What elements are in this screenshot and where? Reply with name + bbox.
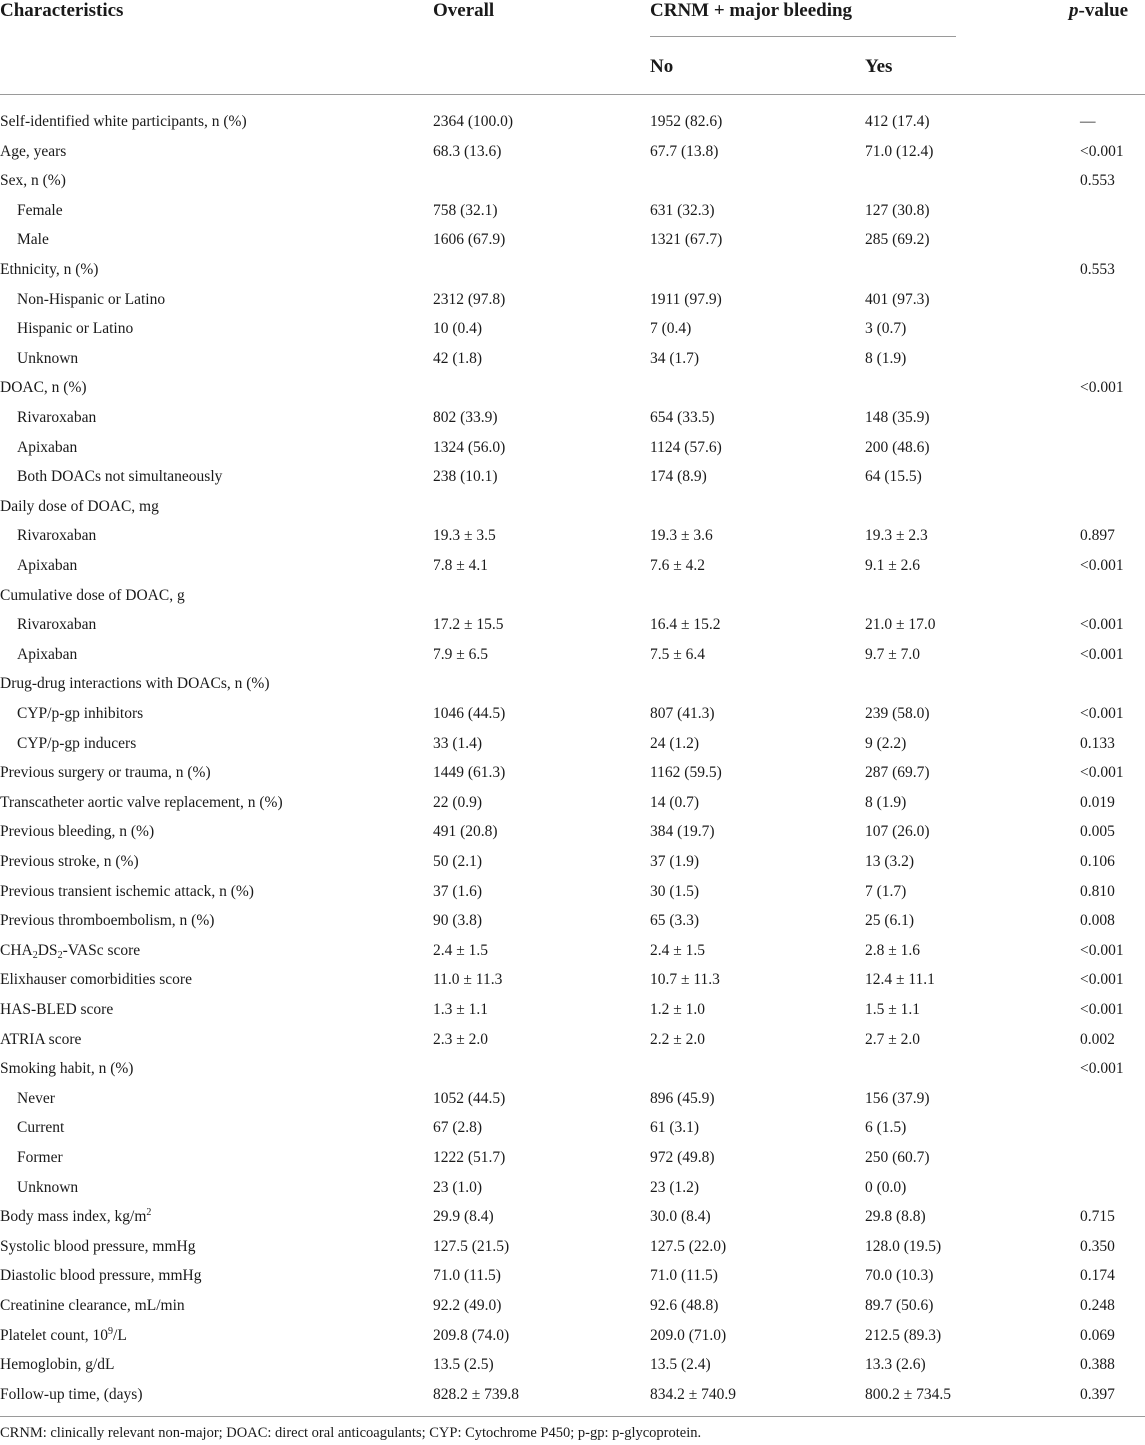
label-part: CHA (0, 941, 33, 959)
cell-p-value: 0.019 (1080, 793, 1115, 811)
cell-yes: 412 (17.4) (865, 113, 930, 130)
cell-overall: 802 (33.9) (433, 409, 498, 426)
cell-overall: 2364 (100.0) (433, 113, 514, 130)
cell-p-value: 0.553 (1080, 172, 1115, 190)
table-row (0, 171, 1145, 201)
cell-no: 209.0 (71.0) (650, 1326, 727, 1344)
cell-no: 2.4 ± 1.5 (650, 941, 706, 959)
label-text: Transcatheter aortic valve replacement, n (%) (0, 793, 283, 811)
header-no: No (650, 56, 674, 77)
table-row (0, 142, 1145, 172)
label-text: Body mass index, kg/m (0, 1208, 147, 1226)
label-text: Smoking habit, n (%) (0, 1060, 134, 1078)
row-label (17, 1148, 63, 1168)
cell-yes: 19.3 ± 2.3 (865, 527, 928, 545)
cell-p-value: <0.001 (1080, 142, 1124, 160)
row-label (0, 1207, 151, 1227)
cell-yes: 71.0 (12.4) (865, 142, 934, 160)
cell-p-value: 0.174 (1080, 1267, 1115, 1285)
cell-yes: 285 (69.2) (865, 231, 930, 249)
cell-overall: 1.3 ± 1.1 (433, 1001, 489, 1018)
cell-overall: 1052 (44.5) (433, 1089, 506, 1107)
label-text: Current (17, 1119, 65, 1137)
label-text: Rivaroxaban (17, 616, 97, 634)
label-text: Follow-up time, (days) (0, 1385, 143, 1403)
header-p-value (1069, 0, 1128, 22)
cell-yes: 156 (37.9) (865, 1089, 930, 1107)
cell-overall: 2.3 ± 2.0 (433, 1030, 489, 1048)
label-text: Rivaroxaban (17, 527, 97, 545)
label-text: Previous surgery or trauma, n (%) (0, 764, 211, 782)
row-label (17, 1089, 55, 1109)
row-label (0, 852, 139, 872)
cell-p-value: 0.002 (1080, 1030, 1115, 1048)
label-text: CYP/p-gp inducers (17, 734, 137, 752)
cell-p-value: 0.005 (1080, 823, 1115, 841)
row-label (0, 1059, 133, 1079)
label-superscript: 9 (108, 1325, 114, 1337)
cell-overall: 50 (2.1) (433, 853, 483, 870)
table-row (0, 378, 1145, 408)
cell-no: 1952 (82.6) (650, 113, 723, 130)
cell-overall: 10 (0.4) (433, 320, 483, 338)
row-label (0, 142, 66, 162)
table-row (0, 201, 1145, 231)
cell-overall: 238 (10.1) (433, 468, 498, 486)
table-row (0, 1296, 1145, 1326)
cell-yes: 89.7 (50.6) (865, 1297, 934, 1314)
cell-no: 19.3 ± 3.6 (650, 527, 713, 545)
table-row (0, 260, 1145, 290)
label-text: Diastolic blood pressure, mmHg (0, 1267, 202, 1285)
cell-yes: 7 (1.7) (865, 882, 907, 900)
row-label (17, 1178, 78, 1198)
header-group: CRNM + major bleeding (650, 0, 853, 21)
cell-yes: 64 (15.5) (865, 468, 922, 486)
bottom-rule (0, 1416, 1145, 1417)
table-row (0, 852, 1145, 882)
header-p-suffix: -value (1078, 0, 1129, 21)
table-row (0, 290, 1145, 320)
cell-p-value: <0.001 (1080, 616, 1124, 634)
row-label (0, 793, 283, 813)
label-text: CYP/p-gp inhibitors (17, 705, 144, 722)
cell-yes: 107 (26.0) (865, 823, 930, 841)
label-text: Apixaban (17, 557, 78, 574)
label-text: Systolic blood pressure, mmHg (0, 1237, 196, 1255)
cell-yes: 12.4 ± 11.1 (865, 971, 935, 989)
row-label (17, 438, 77, 458)
table-row (0, 941, 1145, 971)
table-row (0, 1000, 1145, 1030)
cell-no: 1911 (97.9) (650, 290, 722, 308)
cell-yes: 25 (6.1) (865, 912, 915, 930)
cell-yes: 2.8 ± 1.6 (865, 941, 921, 959)
table-row (0, 586, 1145, 616)
cell-yes: 8 (1.9) (865, 349, 907, 367)
label-text: Unknown (17, 349, 79, 367)
label-superscript: 2 (146, 1207, 152, 1219)
label-text: Hispanic or Latino (17, 320, 134, 338)
row-label (0, 1355, 115, 1375)
table-row (0, 645, 1145, 675)
table-footnote: CRNM: clinically relevant non-major; DOAC: direct oral anticoagulants; CYP: Cytochrome P450; p-gp: p-glycoprotein. (0, 1425, 702, 1441)
label-text: Both DOACs not simultaneously (17, 468, 223, 486)
table-row (0, 1059, 1145, 1089)
cell-no: 1321 (67.7) (650, 231, 723, 249)
cell-yes: 6 (1.5) (865, 1119, 907, 1137)
row-label (17, 615, 96, 635)
label-text: Previous thromboembolism, n (%) (0, 912, 215, 930)
label-subscript: 2 (57, 949, 63, 961)
cell-no: 2.2 ± 2.0 (650, 1030, 706, 1048)
row-label (0, 1000, 113, 1020)
label-text: Creatinine clearance, mL/min (0, 1297, 185, 1314)
cell-no: 10.7 ± 11.3 (650, 971, 720, 989)
row-label (17, 349, 78, 369)
cell-overall: 1222 (51.7) (433, 1149, 506, 1166)
cell-no: 972 (49.8) (650, 1149, 715, 1166)
label-text: Unknown (17, 1178, 79, 1196)
cell-yes: 127 (30.8) (865, 201, 930, 219)
row-label (0, 822, 154, 842)
header-characteristics: Characteristics (0, 0, 124, 21)
label-part: DS (37, 941, 58, 959)
table-row (0, 349, 1145, 379)
cell-overall: 1606 (67.9) (433, 231, 506, 249)
cell-overall: 2312 (97.8) (433, 290, 506, 308)
table-row (0, 1178, 1145, 1208)
cell-yes: 8 (1.9) (865, 793, 907, 811)
cell-no: 61 (3.1) (650, 1119, 700, 1137)
label-text: Self-identified white participants, n (%) (0, 113, 247, 130)
table-row (0, 319, 1145, 349)
label-text: Daily dose of DOAC, mg (0, 497, 159, 515)
cell-overall: 42 (1.8) (433, 349, 483, 367)
table-row (0, 1089, 1145, 1119)
cell-p-value: 0.810 (1080, 882, 1115, 900)
cell-p-value: <0.001 (1080, 557, 1124, 574)
cell-p-value: <0.001 (1080, 645, 1124, 663)
cell-overall: 17.2 ± 15.5 (433, 616, 504, 634)
cell-overall: 11.0 ± 11.3 (433, 971, 503, 989)
label-subscript: 2 (32, 949, 38, 961)
cell-overall: 67 (2.8) (433, 1119, 483, 1137)
table-row (0, 822, 1145, 852)
row-label (17, 230, 49, 250)
table-row (0, 1207, 1145, 1237)
cell-overall: 7.8 ± 4.1 (433, 557, 489, 574)
label-text: Apixaban (17, 438, 78, 456)
cell-p-value: 0.106 (1080, 853, 1115, 870)
cell-yes: 1.5 ± 1.1 (865, 1001, 921, 1018)
cell-overall: 13.5 (2.5) (433, 1356, 494, 1374)
cell-p-value: <0.001 (1080, 705, 1124, 722)
row-label (17, 408, 96, 428)
cell-no: 7 (0.4) (650, 320, 692, 338)
table-row (0, 1237, 1145, 1267)
row-label (0, 941, 140, 961)
cell-no: 14 (0.7) (650, 793, 700, 811)
cell-no: 1.2 ± 1.0 (650, 1001, 706, 1018)
cell-no: 896 (45.9) (650, 1089, 715, 1107)
cell-yes: 9.7 ± 7.0 (865, 645, 921, 663)
label-text: Female (17, 201, 63, 219)
table-row (0, 970, 1145, 1000)
row-label (0, 763, 211, 783)
cell-p-value: <0.001 (1080, 941, 1124, 959)
table-row (0, 467, 1145, 497)
cell-no: 92.6 (48.8) (650, 1297, 719, 1314)
row-label (17, 319, 133, 339)
cell-no: 30.0 (8.4) (650, 1208, 711, 1226)
label-text: Rivaroxaban (17, 409, 97, 426)
table-row (0, 882, 1145, 912)
header-overall: Overall (433, 0, 495, 21)
cell-yes: 70.0 (10.3) (865, 1267, 934, 1285)
cell-yes: 250 (60.7) (865, 1149, 930, 1166)
cell-no: 807 (41.3) (650, 705, 715, 722)
cell-overall: 71.0 (11.5) (433, 1267, 501, 1285)
label-text: Former (17, 1149, 63, 1166)
cell-yes: 9.1 ± 2.6 (865, 557, 921, 574)
cell-yes: 29.8 (8.8) (865, 1208, 926, 1226)
table-row (0, 674, 1145, 704)
cell-yes: 2.7 ± 2.0 (865, 1030, 921, 1048)
cell-overall: 758 (32.1) (433, 201, 498, 219)
cell-no: 1124 (57.6) (650, 438, 722, 456)
row-label (17, 290, 165, 310)
row-label (17, 201, 63, 221)
cell-p-value: <0.001 (1080, 1001, 1124, 1018)
cell-yes: 9 (2.2) (865, 734, 907, 752)
table-row (0, 1030, 1145, 1060)
table-row (0, 497, 1145, 527)
row-label (0, 970, 192, 990)
label-text: Age, years (0, 142, 67, 160)
cell-overall: 828.2 ± 739.8 (433, 1385, 520, 1403)
row-label (0, 497, 159, 517)
row-label (0, 171, 66, 191)
cell-yes: 13.3 (2.6) (865, 1356, 926, 1374)
cell-overall: 1324 (56.0) (433, 438, 506, 456)
cell-overall: 209.8 (74.0) (433, 1326, 510, 1344)
header-yes: Yes (865, 56, 893, 77)
table-row (0, 1148, 1145, 1178)
table-row (0, 615, 1145, 645)
label-tail: /L (113, 1326, 127, 1344)
label-text: Drug-drug interactions with DOACs, n (%) (0, 675, 270, 693)
label-text: Ethnicity, n (%) (0, 261, 99, 278)
cell-yes: 239 (58.0) (865, 705, 930, 722)
table-row (0, 763, 1145, 793)
cell-overall: 33 (1.4) (433, 734, 483, 752)
label-text: Previous stroke, n (%) (0, 853, 139, 870)
label-text: Previous bleeding, n (%) (0, 823, 155, 841)
cell-overall: 90 (3.8) (433, 912, 483, 930)
table-row (0, 230, 1145, 260)
cell-no: 654 (33.5) (650, 409, 715, 426)
cell-no: 71.0 (11.5) (650, 1267, 718, 1285)
row-label (17, 1118, 64, 1138)
label-text: Sex, n (%) (0, 172, 66, 190)
cell-yes: 21.0 ± 17.0 (865, 616, 936, 634)
cell-p-value: <0.001 (1080, 764, 1124, 782)
cell-no: 174 (8.9) (650, 468, 707, 486)
row-label (0, 378, 87, 398)
cell-yes: 200 (48.6) (865, 438, 930, 456)
label-text: Hemoglobin, g/dL (0, 1356, 115, 1374)
cell-overall: 1046 (44.5) (433, 705, 506, 722)
cell-no: 13.5 (2.4) (650, 1356, 711, 1374)
cell-yes: 0 (0.0) (865, 1178, 907, 1196)
cell-no: 1162 (59.5) (650, 764, 722, 782)
label-text: Cumulative dose of DOAC, g (0, 586, 185, 604)
cell-overall: 491 (20.8) (433, 823, 498, 841)
cell-overall: 7.9 ± 6.5 (433, 645, 489, 663)
table-row (0, 526, 1145, 556)
row-label (17, 467, 222, 487)
table-row (0, 408, 1145, 438)
cell-overall: 19.3 ± 3.5 (433, 527, 496, 545)
row-label (0, 586, 185, 606)
table-row (0, 1326, 1145, 1356)
label-text: Male (17, 231, 49, 249)
table-row (0, 112, 1145, 142)
group-underline (650, 36, 956, 37)
cell-p-value: 0.248 (1080, 1297, 1115, 1314)
row-label (0, 1266, 201, 1286)
row-label (0, 260, 98, 280)
table-row (0, 793, 1145, 823)
cell-no: 30 (1.5) (650, 882, 700, 900)
label-text: Platelet count, 10 (0, 1326, 109, 1344)
cell-no: 65 (3.3) (650, 912, 700, 930)
cell-no: 23 (1.2) (650, 1178, 700, 1196)
cell-p-value: <0.001 (1080, 379, 1124, 397)
cell-overall: 22 (0.9) (433, 793, 483, 811)
row-label (0, 1326, 127, 1346)
row-label (17, 704, 143, 724)
table-row (0, 438, 1145, 468)
row-label (0, 1030, 81, 1050)
cell-p-value: 0.133 (1080, 734, 1115, 752)
header-rule (0, 94, 1145, 95)
cell-overall: 37 (1.6) (433, 882, 483, 900)
cell-overall: 23 (1.0) (433, 1178, 483, 1196)
row-label (17, 526, 96, 546)
cell-no: 127.5 (22.0) (650, 1237, 727, 1255)
cell-yes: 13 (3.2) (865, 853, 915, 870)
cell-p-value: 0.388 (1080, 1356, 1115, 1374)
cell-p-value: — (1080, 113, 1096, 130)
label-text: HAS-BLED score (0, 1001, 114, 1018)
table-row (0, 1355, 1145, 1385)
label-text: DOAC, n (%) (0, 379, 87, 397)
cell-p-value: 0.008 (1080, 912, 1115, 930)
cell-p-value: 0.350 (1080, 1237, 1115, 1255)
cell-no: 7.5 ± 6.4 (650, 645, 706, 663)
cell-no: 24 (1.2) (650, 734, 700, 752)
cell-overall: 1449 (61.3) (433, 764, 506, 782)
row-label (17, 645, 77, 665)
cell-p-value: <0.001 (1080, 971, 1124, 989)
table-row (0, 734, 1145, 764)
row-label (0, 911, 214, 931)
cell-p-value: 0.069 (1080, 1326, 1115, 1344)
row-label (0, 1237, 195, 1257)
cell-p-value: 0.897 (1080, 527, 1115, 545)
cell-no: 16.4 ± 15.2 (650, 616, 721, 634)
table-row (0, 704, 1145, 734)
cell-no: 37 (1.9) (650, 853, 700, 870)
cell-yes: 3 (0.7) (865, 320, 907, 338)
row-label (0, 1296, 185, 1316)
row-label (0, 674, 269, 694)
cell-yes: 128.0 (19.5) (865, 1237, 942, 1255)
cell-no: 384 (19.7) (650, 823, 715, 841)
table-row (0, 911, 1145, 941)
cell-p-value: 0.715 (1080, 1208, 1115, 1226)
row-label (17, 556, 77, 576)
cell-no: 631 (32.3) (650, 201, 715, 219)
cell-overall: 92.2 (49.0) (433, 1297, 502, 1314)
row-label (0, 882, 254, 902)
cell-p-value: 0.553 (1080, 261, 1115, 278)
cell-overall: 29.9 (8.4) (433, 1208, 494, 1226)
table-row (0, 556, 1145, 586)
cell-no: 7.6 ± 4.2 (650, 557, 706, 574)
label-text: Non-Hispanic or Latino (17, 290, 166, 308)
table-row (0, 1118, 1145, 1148)
cell-yes: 287 (69.7) (865, 764, 930, 782)
table-row (0, 1385, 1145, 1415)
label-text: Never (17, 1089, 55, 1107)
row-label (17, 734, 136, 754)
cell-p-value: <0.001 (1080, 1060, 1124, 1078)
cell-yes: 148 (35.9) (865, 409, 930, 426)
cell-no: 834.2 ± 740.9 (650, 1385, 737, 1403)
label-text: Previous transient ischemic attack, n (%) (0, 882, 254, 900)
cell-yes: 800.2 ± 734.5 (865, 1385, 952, 1403)
table-row (0, 1266, 1145, 1296)
cell-overall: 68.3 (13.6) (433, 142, 502, 160)
row-label (0, 112, 247, 132)
cell-overall: 2.4 ± 1.5 (433, 941, 489, 959)
label-text: Apixaban (17, 645, 78, 663)
header-p-italic: p (1069, 0, 1079, 21)
cell-no: 34 (1.7) (650, 349, 700, 367)
label-part: -VASc score (62, 941, 141, 959)
cell-overall: 127.5 (21.5) (433, 1237, 510, 1255)
row-label (0, 1385, 143, 1405)
cell-p-value: 0.397 (1080, 1385, 1115, 1403)
label-text: ATRIA score (0, 1030, 82, 1048)
cell-yes: 401 (97.3) (865, 290, 930, 308)
cell-yes: 212.5 (89.3) (865, 1326, 942, 1344)
cell-no: 67.7 (13.8) (650, 142, 719, 160)
label-text: Elixhauser comorbidities score (0, 971, 192, 989)
